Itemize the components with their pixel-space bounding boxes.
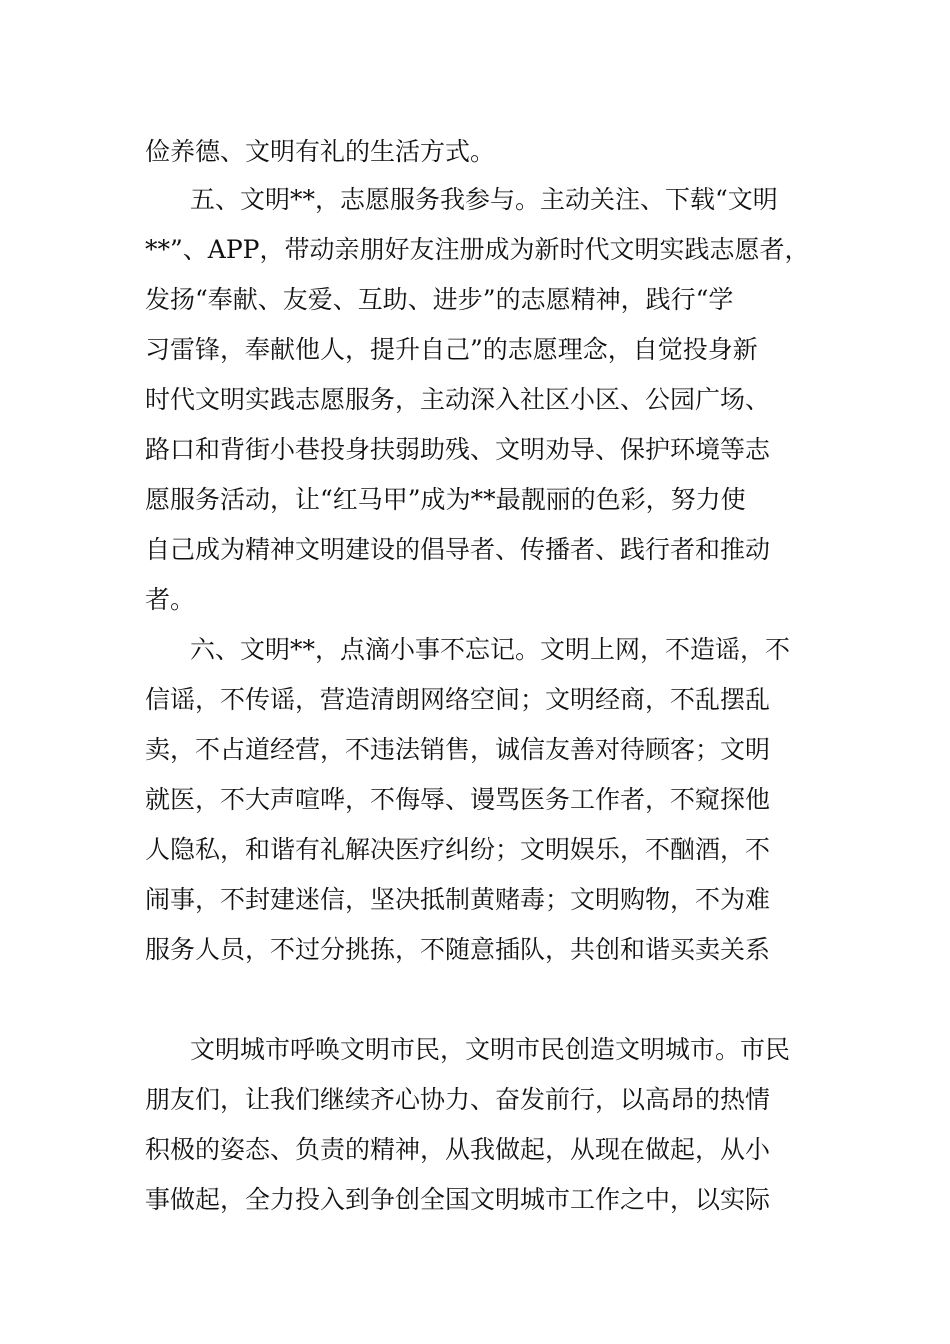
text-line: 者。 xyxy=(145,585,196,614)
text-line: 路口和背街小巷投身扶弱助残、文明劝导、保护环境等志 xyxy=(145,435,771,464)
text-line: **”、APP，带动亲朋好友注册成为新时代文明实践志愿者， xyxy=(145,235,810,264)
closing-paragraph-line: 文明城市呼唤文明市民，文明市民创造文明城市。市民 xyxy=(190,1035,791,1064)
text-line: 时代文明实践志愿服务，主动深入社区小区、公园广场、 xyxy=(145,385,771,414)
text-line: 事做起，全力投入到争创全国文明城市工作之中，以实际 xyxy=(145,1185,771,1214)
text-line: 愿服务活动，让“红马甲”成为**最靓丽的色彩，努力使 xyxy=(145,485,746,514)
text-line: 服务人员，不过分挑拣，不随意插队，共创和谐买卖关系 xyxy=(145,935,771,964)
paragraph-5-heading-line: 五、文明**，志愿服务我参与。主动关注、下载“文明 xyxy=(190,185,778,214)
text-line: 信谣，不传谣，营造清朗网络空间；文明经商，不乱摆乱 xyxy=(145,685,771,714)
text-line: 自己成为精神文明建设的倡导者、传播者、践行者和推动 xyxy=(145,535,771,564)
text-line: 发扬“奉献、友爱、互助、进步”的志愿精神，践行“学 xyxy=(145,285,734,314)
text-line: 闹事，不封建迷信，坚决抵制黄赌毒；文明购物，不为难 xyxy=(145,885,771,914)
text-line: 朋友们，让我们继续齐心协力、奋发前行，以高昂的热情 xyxy=(145,1085,771,1114)
paragraph-6-heading-line: 六、文明**，点滴小事不忘记。文明上网，不造谣，不 xyxy=(190,635,791,664)
text-line: 就医，不大声喧哗，不侮辱、谩骂医务工作者，不窥探他 xyxy=(145,785,771,814)
text-line: 俭养德、文明有礼的生活方式。 xyxy=(145,137,496,166)
text-line: 人隐私，和谐有礼解决医疗纠纷；文明娱乐，不酗酒，不 xyxy=(145,835,771,864)
text-line: 积极的姿态、负责的精神，从我做起，从现在做起，从小 xyxy=(145,1135,771,1164)
text-line: 习雷锋，奉献他人，提升自己”的志愿理念，自觉投身新 xyxy=(145,335,758,364)
text-line: 卖，不占道经营，不违法销售，诚信友善对待顾客；文明 xyxy=(145,735,771,764)
